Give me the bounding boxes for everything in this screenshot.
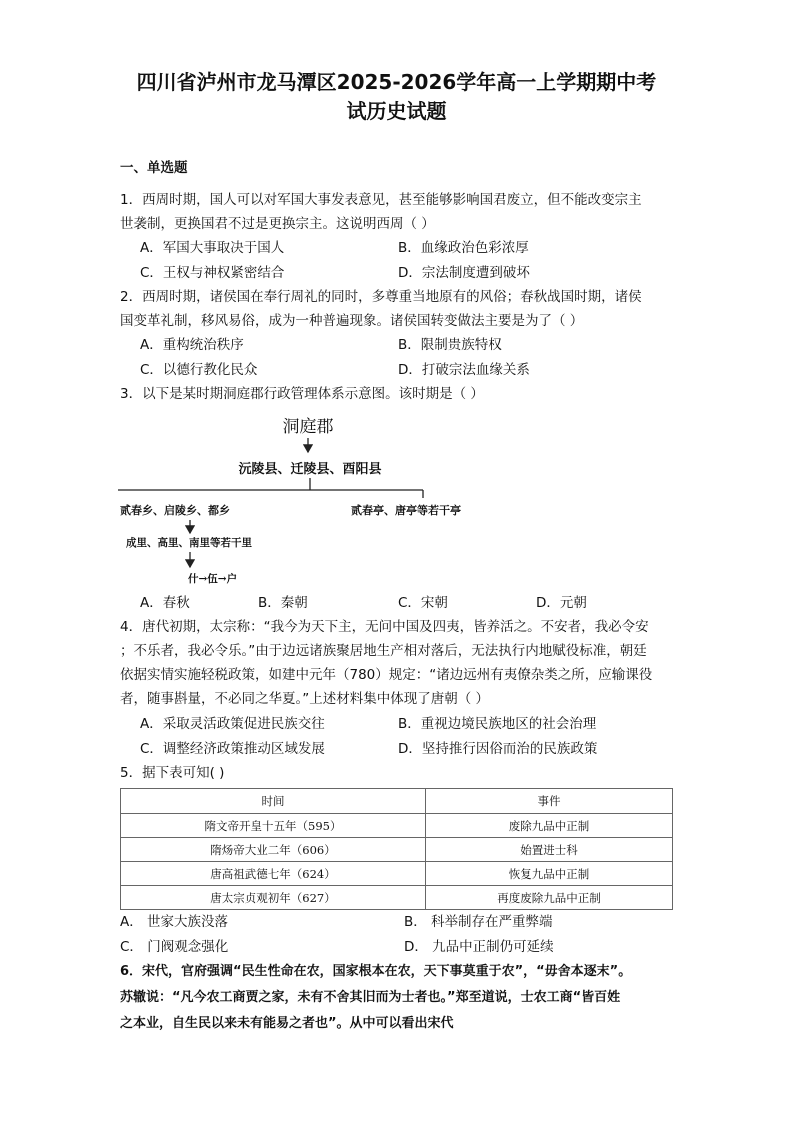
administrative-hierarchy-diagram (118, 410, 498, 585)
q3-option-a: A．春秋 (140, 595, 190, 611)
q3-stem: 3．以下是某时期洞庭郡行政管理体系示意图。该时期是（ ） (120, 386, 484, 402)
table-cell-event: 废除九品中正制 (426, 814, 673, 838)
table-row (121, 814, 673, 838)
diagram-li: 成里、高里、南里等若干里 (126, 537, 252, 549)
q4-stem-line4: 者，随事斟量，不必同之华夏。”上述材料集中体现了唐朝（ ） (120, 691, 490, 707)
q6-stem-line1: 6．宋代，官府强调“民生性命在农，国家根本在农，天下事莫重于农”，“毋舍本逐末”。 (120, 964, 632, 979)
q5-option-b: B． 科举制存在严重弊端 (404, 914, 553, 930)
diagram-pavilions: 贰春亭、唐亭等若干亭 (351, 504, 461, 517)
q4-option-b: B．重视边境民族地区的社会治理 (398, 716, 597, 732)
table-cell-time: 隋炀帝大业二年（606） (121, 838, 426, 862)
q2-option-d: D．打破宗法血缘关系 (398, 362, 530, 378)
q4-option-a: A．采取灵活政策促进民族交往 (140, 716, 325, 732)
q3-option-b: B．秦朝 (258, 595, 308, 611)
table-cell-time: 隋文帝开皇十五年（595） (121, 814, 426, 838)
page-title-line2: 试历史试题 (346, 99, 447, 123)
diagram-townships: 贰春乡、启陵乡、都乡 (120, 504, 230, 517)
q1-option-d: D．宗法制度遭到破坏 (398, 265, 530, 281)
q4-stem-line1: 4．唐代初期，太宗称：“我今为天下主，无问中国及四夷，皆养活之。不安者，我必令安 (120, 619, 649, 635)
q1-stem-line2: 世袭制，更换国君不过是更换宗主。这说明西周（ ） (120, 216, 435, 232)
table-header-row (121, 789, 673, 814)
table-cell-event: 再度废除九品中正制 (426, 886, 673, 910)
q2-option-b: B．限制贵族特权 (398, 337, 502, 353)
q2-stem-line1: 2．西周时期，诸侯国在奉行周礼的同时，多尊重当地原有的风俗；春秋战国时期，诸侯 (120, 289, 642, 305)
q3-option-d: D．元朝 (536, 595, 587, 611)
q3-option-c: C．宋朝 (398, 595, 448, 611)
q1-option-c: C．王权与神权紧密结合 (140, 265, 285, 281)
q5-option-d: D． 九品中正制仍可延续 (404, 939, 554, 955)
table-cell-time: 唐高祖武德七年（624） (121, 862, 426, 886)
table-cell-event: 恢复九品中正制 (426, 862, 673, 886)
q1-option-b: B．血缘政治色彩浓厚 (398, 240, 529, 256)
table-header-time: 时间 (121, 789, 426, 814)
q5-option-a: A． 世家大族没落 (120, 914, 229, 930)
q4-option-d: D．坚持推行因俗而治的民族政策 (398, 741, 598, 757)
table-row (121, 838, 673, 862)
q2-option-a: A．重构统治秩序 (140, 337, 244, 353)
q5-stem: 5．据下表可知( ) (120, 765, 225, 781)
q4-stem-line3: 依据实情实施轻税政策，如建中元年（780）规定：“诸边远州有夷僚杂类之所，应输课役 (120, 667, 653, 683)
q5-option-c: C． 门阀观念强化 (120, 939, 229, 955)
table-cell-time: 唐太宗贞观初年（627） (121, 886, 426, 910)
q6-stem-line3: 之本业，自生民以来未有能易之者也”。从中可以看出宋代 (120, 1016, 454, 1031)
q5-table (120, 788, 673, 910)
section-heading: 一、单选题 (120, 160, 188, 176)
table-cell-event: 始置进士科 (426, 838, 673, 862)
q6-stem-line2: 苏辙说：“凡今农工商贾之家，未有不舍其旧而为士者也。”郑至道说，士农工商“皆百姓 (120, 990, 621, 1005)
table-row (121, 862, 673, 886)
diagram-households: 什→伍→户 (188, 573, 238, 585)
table-header-event: 事件 (426, 789, 673, 814)
q2-option-c: C．以德行教化民众 (140, 362, 258, 378)
diagram-counties: 沅陵县、迁陵县、酉阳县 (238, 462, 382, 477)
table-row (121, 886, 673, 910)
q4-stem-line2: ；不乐者，我必令乐。”由于边远诸族聚居地生产相对落后，无法执行内地赋役标准，朝廷 (120, 643, 647, 659)
q4-option-c: C．调整经济政策推动区域发展 (140, 741, 325, 757)
q1-stem-line1: 1．西周时期，国人可以对军国大事发表意见，甚至能够影响国君废立，但不能改变宗主 (120, 192, 642, 208)
diagram-commandery: 洞庭郡 (282, 417, 334, 437)
q1-option-a: A．军国大事取决于国人 (140, 240, 285, 256)
q2-stem-line2: 国变革礼制，移风易俗，成为一种普遍现象。诸侯国转变做法主要是为了（ ） (120, 313, 584, 329)
page-title-line1: 四川省泸州市龙马潭区2025-2026学年高一上学期期中考 (136, 70, 657, 94)
